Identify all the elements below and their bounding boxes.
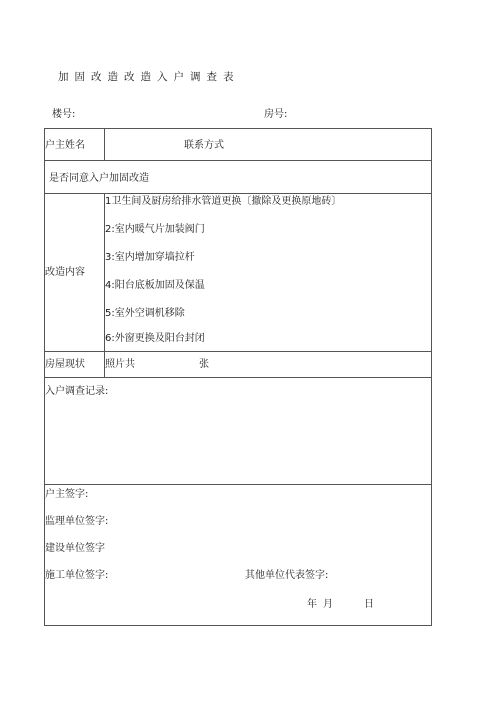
row-divider <box>45 484 431 485</box>
date-year-label: 年 <box>307 599 317 610</box>
photo-count-prefix: 照片共 <box>105 359 135 370</box>
photo-count-suffix: 张 <box>199 359 209 370</box>
column-divider <box>104 129 105 160</box>
content-item: 4:阳台底板加固及保温 <box>105 280 205 291</box>
survey-record-label: 入户调查记录: <box>45 386 109 397</box>
form-title: 加固改造改造入户调查表 <box>58 71 240 83</box>
row-divider <box>45 351 431 352</box>
row-divider <box>45 160 431 161</box>
content-item: 1卫生间及厨房给排水管道更换〔撤除及更换原地砖〕 <box>105 196 342 207</box>
building-number-label: 楼号: <box>52 109 76 120</box>
content-item: 2:室内暖气片加装阀门 <box>105 224 205 235</box>
owner-name-label: 户主姓名 <box>45 140 85 151</box>
owner-signature-label: 户主签字: <box>45 489 89 500</box>
builder-signature-label: 建设单位签字 <box>45 543 105 554</box>
house-status-label: 房屋现状 <box>45 359 85 370</box>
renovation-content-label: 改造内容 <box>45 267 85 278</box>
survey-table <box>44 128 432 626</box>
consent-label: 是否同意入户加固改造 <box>49 173 149 184</box>
date-month-label: 月 <box>323 599 333 610</box>
content-item: 5:室外空调机移除 <box>105 308 185 319</box>
contact-label: 联系方式 <box>184 140 224 151</box>
other-signature-label: 其他单位代表签字: <box>245 570 329 581</box>
row-divider <box>45 377 431 378</box>
content-item: 3:室内增加穿墙拉杆 <box>105 252 195 263</box>
room-number-label: 房号: <box>264 109 288 120</box>
row-divider <box>45 193 431 194</box>
supervisor-signature-label: 监理单位签字: <box>45 516 109 527</box>
date-day-label: 日 <box>364 599 374 610</box>
contractor-signature-label: 施工单位签字: <box>45 570 109 581</box>
content-item: 6:外窗更换及阳台封闭 <box>105 333 205 344</box>
